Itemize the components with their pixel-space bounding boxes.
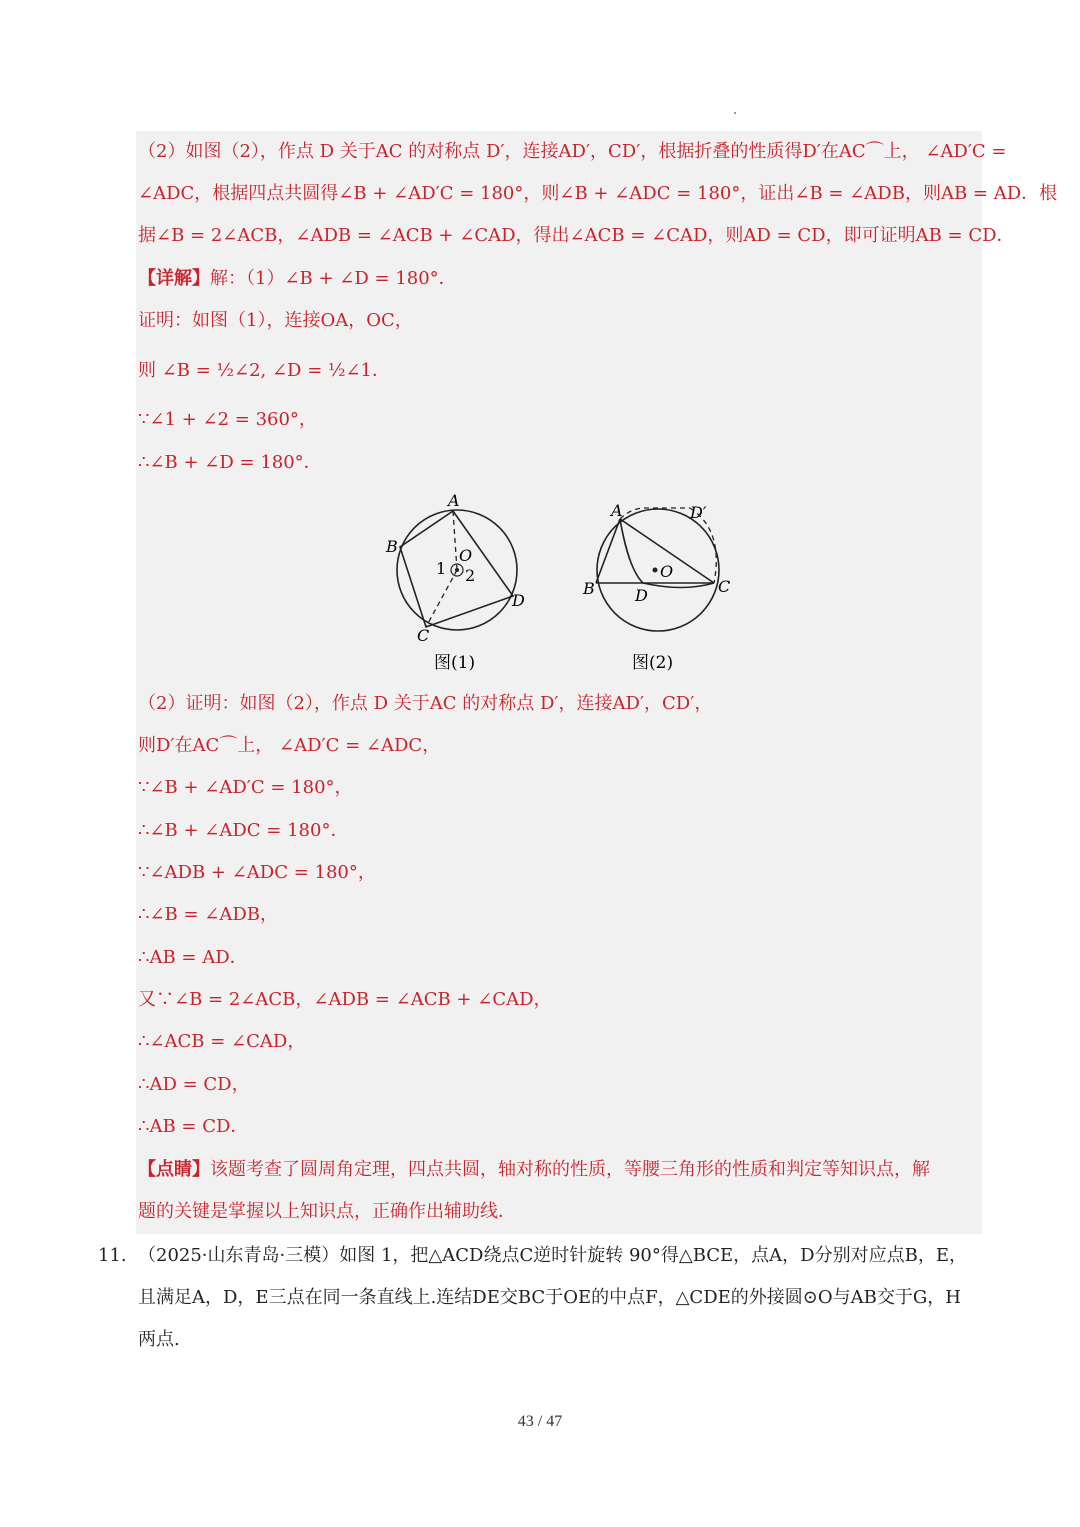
detail-tag: 【详解】 bbox=[138, 268, 210, 289]
proof2-line-1: （2）证明：如图（2），作点 D 关于AC 的对称点 D′，连接AD′，CD′， bbox=[138, 693, 713, 714]
proof1-line-3: ∵∠1 + ∠2 = 360°， bbox=[138, 409, 317, 430]
comment-line-1 bbox=[138, 1156, 930, 1184]
question-line-2: 且满足A，D，E三点在同一条直线上.连结DE交BC于OE的中点F，△CDE的外接圆⊙O与AB交于G，H bbox=[138, 1287, 961, 1308]
proof2-line-10: ∴AD = CD， bbox=[138, 1074, 250, 1095]
question-number: 11. bbox=[98, 1245, 127, 1266]
figure-1 bbox=[378, 490, 538, 675]
fig1-label-1: 1 bbox=[436, 559, 447, 578]
proof1-line-2: 则 ∠B = ½∠2, ∠D = ½∠1． bbox=[138, 360, 390, 381]
fig2-label-dprime: D′ bbox=[690, 503, 707, 522]
comment-line-2: 题的关键是掌握以上知识点，正确作出辅助线． bbox=[138, 1201, 516, 1222]
fig2-label-d: D bbox=[635, 586, 648, 605]
fig1-label-c: C bbox=[417, 626, 430, 645]
analysis-line-1: （2）如图（2），作点 D 关于AC 的对称点 D′，连接AD′，CD′，根据折叠的性质得D′在AC⌒上， ∠AD′C = bbox=[138, 141, 1007, 162]
proof2-line-11: ∴AB = CD． bbox=[138, 1116, 249, 1137]
answer-panel bbox=[136, 131, 982, 1234]
fig1-label-o: O bbox=[459, 546, 473, 565]
fig2-label-o: O bbox=[660, 562, 674, 581]
detail-text: 解：（1）∠B + ∠D = 180°． bbox=[210, 268, 457, 289]
analysis-line-3: 据∠B = 2∠ACB，∠ADB = ∠ACB + ∠CAD，得出∠ACB = ∠CAD，则AD = CD，即可证明AB = CD． bbox=[138, 225, 1015, 246]
question-line-3: 两点. bbox=[138, 1329, 180, 1350]
analysis-line-2: ∠ADC，根据四点共圆得∠B + ∠AD′C = 180°，则∠B + ∠ADC = 180°，证出∠B = ∠ADB，则AB = AD．根 bbox=[138, 183, 1058, 204]
proof2-line-5: ∵∠ADB + ∠ADC = 180°， bbox=[138, 862, 376, 883]
comment-tag: 【点睛】 bbox=[138, 1159, 210, 1180]
figure-1-diagram bbox=[378, 490, 538, 675]
fig1-label-b: B bbox=[386, 537, 398, 556]
fig1-label-2: 2 bbox=[465, 566, 476, 585]
question-line-1: （2025·山东青岛·三模）如图 1，把△ACD绕点C逆时针旋转 90°得△BCE，点A，D分别对应点B，E， bbox=[138, 1245, 967, 1266]
proof2-line-2: 则D′在AC⌒上， ∠AD′C = ∠ADC， bbox=[138, 735, 441, 756]
fig2-label-a: A bbox=[611, 501, 623, 520]
fig1-label-a: A bbox=[448, 491, 460, 510]
fig2-label-b: B bbox=[583, 579, 595, 598]
proof1-line-1: 证明：如图（1），连接OA，OC， bbox=[138, 310, 413, 331]
comment-text-1: 该题考查了圆周角定理，四点共圆，轴对称的性质，等腰三角形的性质和判定等知识点，解 bbox=[210, 1159, 930, 1180]
proof2-line-3: ∵∠B + ∠AD′C = 180°， bbox=[138, 777, 353, 798]
fig1-caption: 图(1) bbox=[434, 653, 476, 673]
scan-dot bbox=[734, 112, 736, 114]
proof2-line-6: ∴∠B = ∠ADB， bbox=[138, 904, 279, 925]
proof2-line-4: ∴∠B + ∠ADC = 180°． bbox=[138, 820, 349, 841]
fig2-caption: 图(2) bbox=[632, 653, 674, 673]
figure-2-diagram bbox=[578, 490, 748, 675]
proof2-line-9: ∴∠ACB = ∠CAD， bbox=[138, 1031, 306, 1052]
page-number: 43 / 47 bbox=[517, 1413, 563, 1430]
proof2-line-8: 又∵∠B = 2∠ACB，∠ADB = ∠ACB + ∠CAD， bbox=[138, 989, 552, 1010]
proof2-line-7: ∴AB = AD． bbox=[138, 947, 248, 968]
fig2-label-c: C bbox=[718, 577, 731, 596]
detail-line bbox=[138, 265, 457, 293]
proof1-line-4: ∴∠B + ∠D = 180°． bbox=[138, 452, 322, 473]
fig1-label-d: D bbox=[512, 591, 525, 610]
figure-2 bbox=[578, 490, 748, 675]
